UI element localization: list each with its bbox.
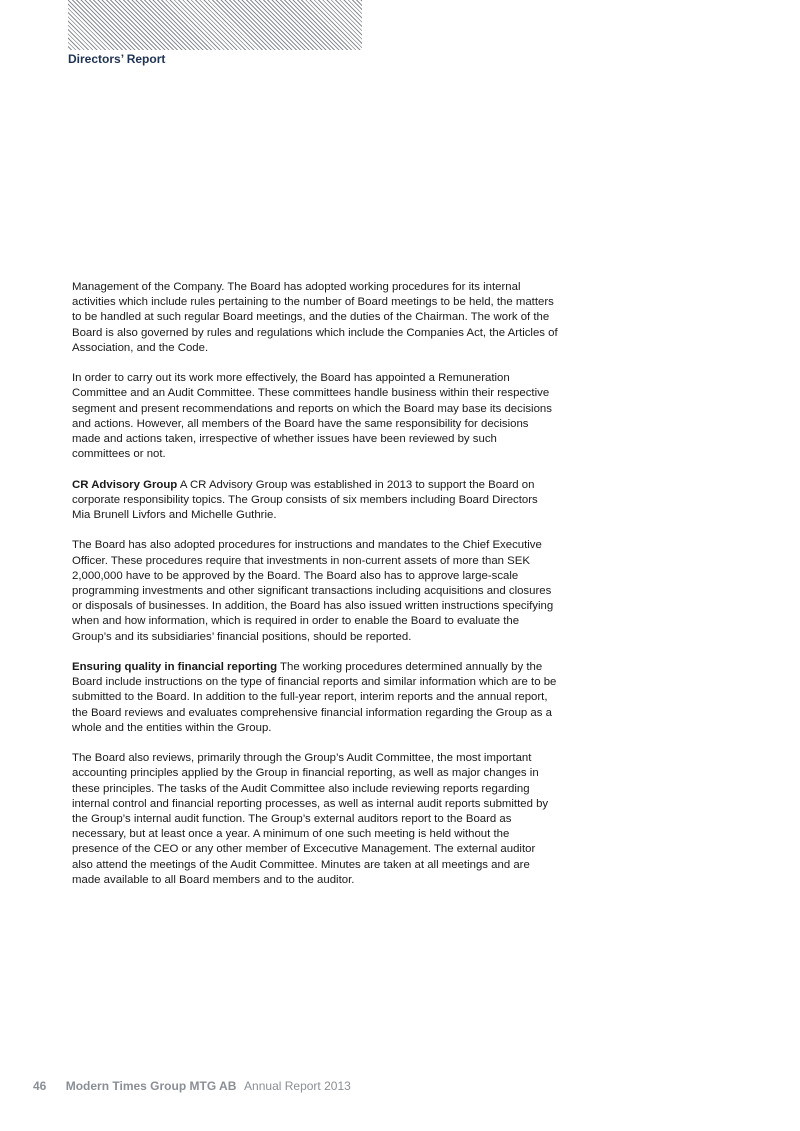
paragraph-audit-committee bbox=[72, 751, 558, 888]
paragraph-text: In order to carry out its work more effectively, the Board has appointed a Remuneration Committee and an Audit Committee. These committees handle business within their respective segment and present recommendations and reports on which the Board may base its decisions and actions. However, all members of the Board have the same responsibility for decisions made and actions taken, irrespective of whether issues have been reviewed by such committees or not. bbox=[72, 372, 552, 461]
paragraph-text: The working procedures determined annually by the Board include instructions on the type of financial reports and similar information which are to be submitted to the Board. In addition to the full-year report, interim reports and the annual report, the Board reviews and evaluates comprehensive financial information regarding the Group as a whole and the entities within the Group. bbox=[72, 661, 557, 734]
run-in-heading: CR Advisory Group bbox=[72, 478, 178, 491]
paragraph-text: The Board also reviews, primarily through the Group’s Audit Committee, the most important accounting principles applied by the Group in financial reporting, as well as major changes in these principles. The tasks of the Audit Committee also include reviewing reports regarding internal control and financial reporting processes, as well as internal audit reports submitted by the Group’s internal audit function. The Group’s external auditors report to the Board as necessary, but at least once a year. A minimum of one such meeting is held without the presence of the CEO or any other member of Excecutive Management. The external auditor also attend the meetings of the Audit Committee. Minutes are taken at all meetings and are made available to all Board members and to the auditor. bbox=[72, 752, 549, 886]
paragraph-text: Management of the Company. The Board has adopted working procedures for its internal activities which include rules pertaining to the number of Board meetings to be held, the matters to be handled at such regular Board meetings, and the duties of the Chairman. The work of the Board is also governed by rules and regulations which include the Companies Act, the Articles of Association, and the Code. bbox=[72, 281, 558, 354]
page-footer bbox=[33, 1079, 351, 1093]
paragraph-committees bbox=[72, 371, 558, 462]
paragraph-cr-advisory-group bbox=[72, 478, 558, 524]
body-text bbox=[72, 280, 558, 903]
section-label: Directors’ Report bbox=[68, 52, 166, 66]
paragraph-financial-reporting-quality bbox=[72, 660, 558, 736]
run-in-heading: Ensuring quality in financial reporting bbox=[72, 661, 278, 674]
page-number: 46 bbox=[33, 1079, 47, 1093]
footer-report-title: Annual Report 2013 bbox=[244, 1079, 351, 1093]
header-hatch-pattern bbox=[68, 0, 362, 50]
paragraph-text: The Board has also adopted procedures for instructions and mandates to the Chief Executive Officer. These procedures require that investments in non-current assets of more than SEK 2,000,000 have to be approved by the Board. The Board also has to approve large-scale programming investments and other significant transactions including acquisitions and closures or disposals of businesses. In addition, the Board has also issued written instructions specifying when and how information, which is required in order to enable the Board to evaluate the Group’s and its subsidiaries’ financial positions, should be reported. bbox=[72, 539, 554, 643]
paragraph-board-procedures bbox=[72, 280, 558, 356]
paragraph-text: A CR Advisory Group was established in 2013 to support the Board on corporate responsibility topics. The Group consists of six members including Board Directors Mia Brunell Livfors and Michelle Guthrie. bbox=[72, 478, 538, 522]
paragraph-ceo-instructions bbox=[72, 538, 558, 644]
footer-company: Modern Times Group MTG AB bbox=[65, 1079, 237, 1093]
